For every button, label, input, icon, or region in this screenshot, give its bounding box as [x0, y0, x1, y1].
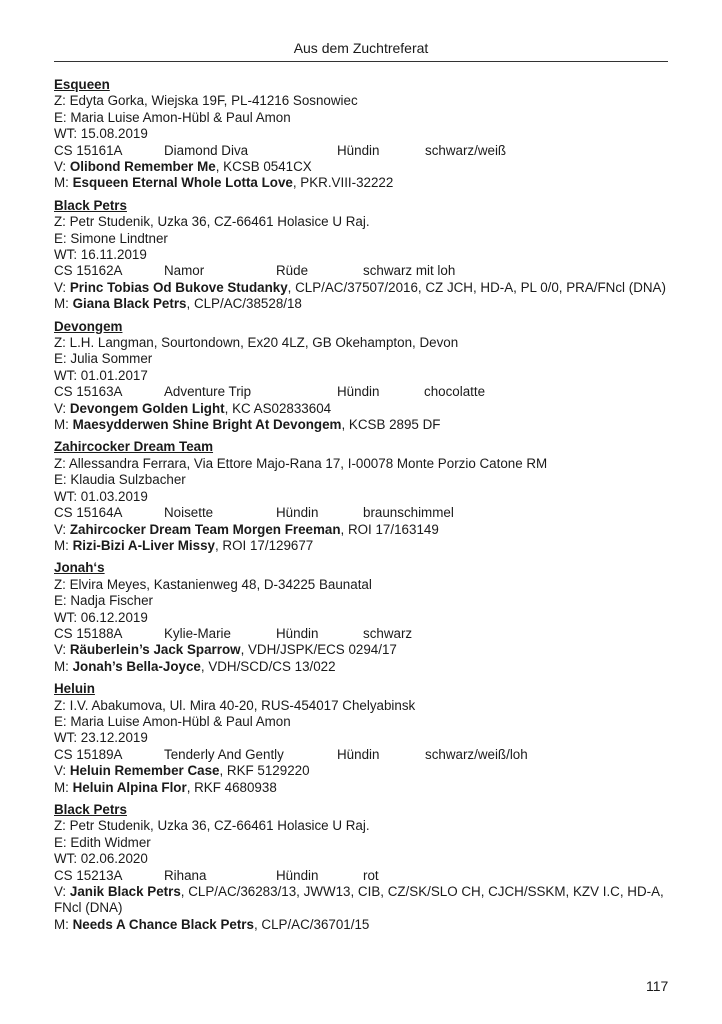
dam-prefix: M:: [54, 916, 73, 932]
whelp-date: WT: 02.06.2020: [54, 851, 148, 867]
dam-prefix: M:: [54, 537, 73, 553]
sire-name: Olibond Remember Me: [69, 159, 216, 175]
dam-registration: , KCSB 2895 DF: [341, 417, 441, 433]
litter-row: [54, 384, 668, 400]
puppy-name: Rihana: [164, 867, 207, 883]
dam-line: [54, 175, 668, 191]
dam-registration: , PKR.VIII-32222: [292, 175, 394, 191]
sire-line: [54, 763, 668, 779]
litter-entry: [54, 77, 668, 192]
dam-prefix: M:: [54, 658, 73, 674]
dam-registration: , CLP/AC/36701/15: [253, 916, 370, 932]
puppy-color: chocolatte: [424, 384, 486, 400]
sire-name: Janik Black Petrs: [69, 883, 181, 899]
puppy-sex: Hündin: [337, 384, 380, 400]
kennel-name: Jonah‘s: [54, 560, 105, 576]
breeder-line: Z: L.H. Langman, Sourtondown, Ex20 4LZ, GB Okehampton, Devon: [54, 335, 459, 351]
owner-line: E: Maria Luise Amon-Hübl & Paul Amon: [54, 713, 291, 729]
kennel-name: Esqueen: [54, 77, 110, 92]
dam-registration: , RKF 4680938: [186, 779, 277, 795]
dam-line: [54, 659, 668, 675]
breeder-line: Z: I.V. Abakumova, Ul. Mira 40-20, RUS-454017 Chelyabinsk: [54, 697, 416, 713]
breeder-line: Z: Elvira Meyes, Kastanienweg 48, D-34225 Baunatal: [54, 576, 372, 592]
kennel-name: Devongem: [54, 318, 123, 334]
litter-number: CS 15189A: [54, 746, 123, 762]
litter-number: CS 15213A: [54, 867, 123, 883]
litter-row: [54, 505, 668, 521]
dam-line: [54, 296, 668, 312]
puppy-name: Kylie-Marie: [164, 625, 231, 641]
sire-name: Räuberlein’s Jack Sparrow: [69, 642, 241, 658]
dam-prefix: M:: [54, 175, 73, 191]
owner-line: E: Maria Luise Amon-Hübl & Paul Amon: [54, 109, 291, 125]
dam-name: Giana Black Petrs: [72, 296, 187, 312]
litter-entry: [54, 681, 668, 796]
kennel-name: Black Petrs: [54, 197, 127, 213]
sire-prefix: V:: [54, 642, 70, 658]
dam-registration: , ROI 17/129677: [214, 537, 314, 553]
sire-prefix: V:: [54, 763, 70, 779]
puppy-sex: Hündin: [276, 867, 319, 883]
puppy-color: braunschimmel: [363, 505, 454, 521]
litter-number: CS 15163A: [54, 384, 123, 400]
kennel-name: Heluin: [54, 681, 95, 697]
puppy-color: schwarz/weiß: [425, 142, 507, 158]
litter-entry: [54, 802, 668, 933]
puppy-sex: Hündin: [276, 625, 319, 641]
puppy-name: Adventure Trip: [164, 384, 252, 400]
whelp-date: WT: 16.11.2019: [54, 247, 147, 263]
puppy-name: Namor: [164, 263, 205, 279]
owner-line: E: Simone Lindtner: [54, 230, 168, 246]
litter-number: CS 15161A: [54, 142, 123, 158]
sire-line: [54, 642, 668, 658]
dam-line: [54, 917, 668, 933]
whelp-date: WT: 23.12.2019: [54, 730, 148, 746]
sire-line: [54, 280, 668, 296]
page-number: 117: [646, 978, 669, 994]
sire-registration: , ROI 17/163149: [340, 521, 439, 537]
puppy-color: rot: [363, 867, 379, 883]
dam-name: Jonah’s Bella-Joyce: [72, 658, 201, 674]
litter-row: [54, 868, 668, 884]
whelp-date: WT: 01.03.2019: [54, 488, 148, 504]
litter-row: [54, 747, 668, 763]
sire-line: [54, 159, 668, 175]
litter-row: [54, 143, 668, 159]
puppy-sex: Hündin: [337, 746, 380, 762]
dam-name: Heluin Alpina Flor: [72, 779, 187, 795]
breeding-list: [54, 77, 668, 939]
puppy-color: schwarz mit loh: [363, 263, 456, 279]
litter-entry: [54, 439, 668, 554]
sire-name: Princ Tobias Od Bukove Studanky: [69, 279, 288, 295]
owner-line: E: Nadja Fischer: [54, 593, 153, 609]
sire-name: Heluin Remember Case: [69, 763, 220, 779]
sire-prefix: V:: [54, 159, 70, 175]
dam-prefix: M:: [54, 296, 73, 312]
sire-prefix: V:: [54, 883, 70, 899]
dam-name: Needs A Chance Black Petrs: [72, 916, 254, 932]
dam-line: [54, 417, 668, 433]
sire-registration: , KCSB 0541CX: [215, 159, 312, 175]
whelp-date: WT: 06.12.2019: [54, 609, 148, 625]
litter-number: CS 15188A: [54, 625, 123, 641]
sire-registration: , CLP/AC/36283/13, JWW13, CIB, CZ/SK/SLO CH, CJCH/SSKM, KZV I.C, HD-A, FNcl (DNA): [54, 883, 664, 916]
sire-name: Devongem Golden Light: [69, 400, 225, 416]
litter-entry: [54, 319, 668, 434]
sire-prefix: V:: [54, 521, 70, 537]
puppy-color: schwarz/weiß/loh: [425, 746, 528, 762]
kennel-name: Zahircocker Dream Team: [54, 439, 214, 455]
sire-line: [54, 884, 668, 917]
dam-registration: , CLP/AC/38528/18: [186, 296, 302, 312]
litter-row: [54, 626, 668, 642]
header-divider: [54, 61, 668, 62]
puppy-sex: Hündin: [337, 142, 380, 158]
sire-registration: , CLP/AC/37507/2016, CZ JCH, HD-A, PL 0/0, PRA/FNcl (DNA): [287, 279, 666, 295]
sire-registration: , KC AS02833604: [224, 400, 332, 416]
owner-line: E: Julia Sommer: [54, 351, 153, 367]
litter-row: [54, 263, 668, 279]
litter-entry: [54, 560, 668, 675]
sire-prefix: V:: [54, 279, 70, 295]
litter-entry: [54, 198, 668, 313]
sire-registration: , RKF 5129220: [219, 763, 310, 779]
sire-line: [54, 522, 668, 538]
whelp-date: WT: 15.08.2019: [54, 126, 148, 142]
dam-prefix: M:: [54, 779, 73, 795]
dam-name: Esqueen Eternal Whole Lotta Love: [72, 175, 293, 191]
sire-registration: , VDH/JSPK/ECS 0294/17: [240, 642, 397, 658]
breeder-line: Z: Petr Studenik, Uzka 36, CZ-66461 Holasice U Raj.: [54, 818, 370, 834]
sire-name: Zahircocker Dream Team Morgen Freeman: [69, 521, 341, 537]
litter-number: CS 15162A: [54, 263, 123, 279]
puppy-sex: Rüde: [276, 263, 309, 279]
puppy-color: schwarz: [363, 625, 413, 641]
breeder-line: Z: Petr Studenik, Uzka 36, CZ-66461 Holasice U Raj.: [54, 214, 370, 230]
whelp-date: WT: 01.01.2017: [54, 367, 148, 383]
puppy-sex: Hündin: [276, 505, 319, 521]
puppy-name: Tenderly And Gently: [164, 746, 284, 762]
sire-prefix: V:: [54, 400, 70, 416]
owner-line: E: Edith Widmer: [54, 834, 151, 850]
puppy-name: Diamond Diva: [164, 142, 249, 158]
dam-registration: , VDH/SCD/CS 13/022: [200, 658, 336, 674]
dam-prefix: M:: [54, 417, 73, 433]
litter-number: CS 15164A: [54, 505, 123, 521]
page-header-title: Aus dem Zuchtreferat: [293, 40, 429, 56]
owner-line: E: Klaudia Sulzbacher: [54, 472, 186, 488]
dam-line: [54, 780, 668, 796]
dam-name: Maesydderwen Shine Bright At Devongem: [72, 417, 342, 433]
sire-line: [54, 401, 668, 417]
kennel-name: Black Petrs: [54, 801, 127, 817]
breeder-line: Z: Allessandra Ferrara, Via Ettore Majo-Rana 17, I-00078 Monte Porzio Catone RM: [54, 455, 548, 471]
breeder-line: Z: Edyta Gorka, Wiejska 19F, PL-41216 Sosnowiec: [54, 93, 358, 109]
dam-name: Rizi-Bizi A-Liver Missy: [72, 537, 215, 553]
dam-line: [54, 538, 668, 554]
puppy-name: Noisette: [164, 505, 214, 521]
